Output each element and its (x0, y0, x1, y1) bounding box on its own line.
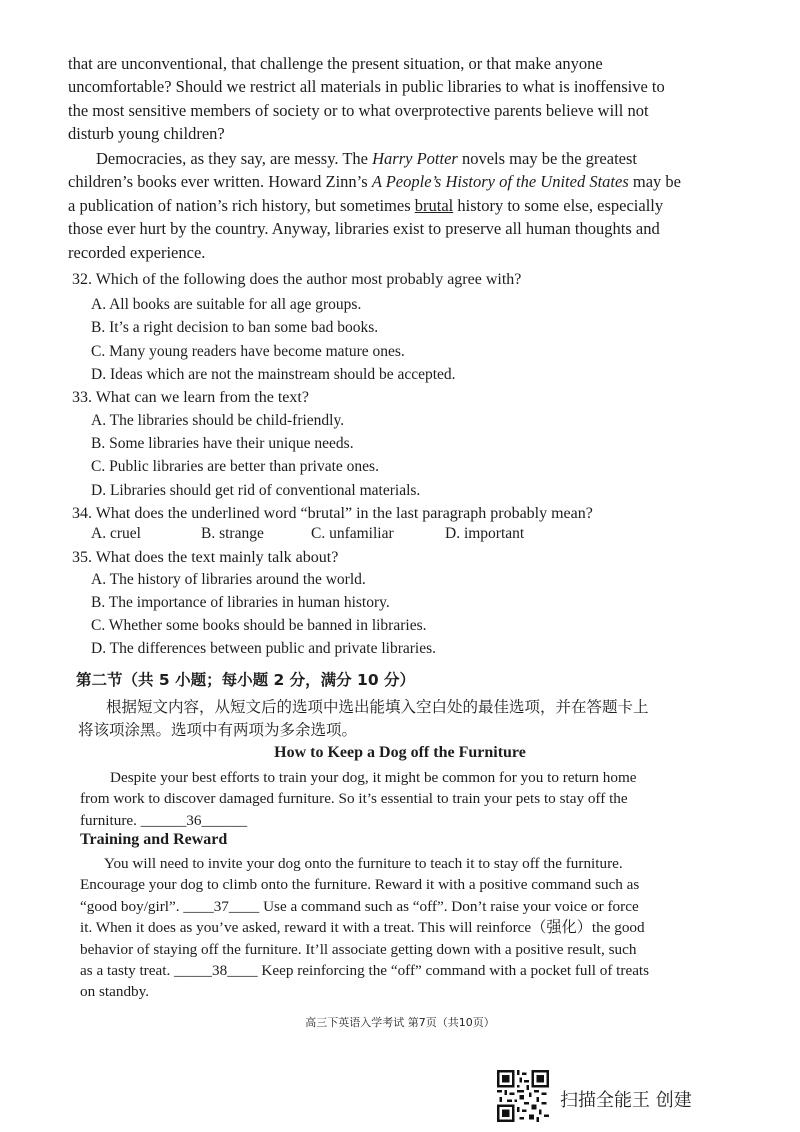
question-32-option-b: B. It’s a right decision to ban some bad books. (91, 319, 379, 336)
blank-38-line: as a tasty treat. _____38____ Keep reinforcing the “off” command with a pocket full of treats (80, 962, 650, 980)
text-line: uncomfortable? Should we restrict all materials in public libraries to what is inoffensive to (68, 77, 665, 97)
scanner-watermark: 扫描全能王 创建 (560, 1090, 692, 1111)
text-line: behavior of staying off the furniture. It’ll associate getting down with a positive result, such (80, 940, 637, 958)
text-line: that are unconventional, that challenge the present situation, or that make anyone (68, 54, 603, 73)
question-34-option-d: D. important (445, 525, 525, 542)
text-line: disturb young children? (68, 124, 225, 144)
article-subheading: Training and Reward (80, 831, 228, 848)
question-33-option-b: B. Some libraries have their unique needs. (91, 435, 354, 452)
text-line: You will need to invite your dog onto the furniture to teach it to stay off the furniture. (104, 855, 623, 872)
question-33-stem: 33. What can we learn from the text? (72, 389, 309, 406)
text-line: on standby. (80, 983, 150, 1001)
question-34-options (91, 525, 524, 543)
text-line: those ever hurt by the country. Anyway, libraries exist to preserve all human thoughts and (68, 219, 660, 239)
page-footer: 高三下英语入学考试 第7页（共10页） (305, 1016, 495, 1029)
section-2-heading: 第二节（共 5 小题；每小题 2 分，满分 10 分） (76, 671, 416, 689)
book-title-peoples-history: A People’s History of the United States (371, 172, 629, 192)
text-line: from work to discover damaged furniture. So it’s essential to train your pets to stay off the (80, 790, 628, 808)
section-2-instruction-line-1: 根据短文内容，从短文后的选项中选出能填入空白处的最佳选项，并在答题卡上 (106, 698, 649, 716)
article-title: How to Keep a Dog off the Furniture (274, 744, 526, 761)
text-line: it. When it does as you’ve asked, reward it with a treat. This will reinforce（强化）the good (80, 919, 645, 937)
section-2-instruction-line-2: 将该项涂黑。选项中有两项为多余选项。 (78, 721, 358, 739)
text-line: a publication of nation’s rich history, but sometimes brutal history to some else, especially (68, 195, 664, 215)
blank-37-line: “good boy/girl”. ____37____ Use a command such as “off”. Don’t raise your voice or force (80, 897, 639, 915)
question-35-option-d: D. The differences between public and private libraries. (91, 640, 437, 657)
blank-36-line: furniture. ______36______ (80, 811, 248, 829)
qr-code-icon (497, 1070, 549, 1122)
text-line: the most sensitive members of society or to what overprotective parents believe will not (68, 100, 649, 120)
text-line: Encourage your dog to climb onto the furniture. Reward it with a positive command such as (80, 876, 640, 894)
question-35-stem: 35. What does the text mainly talk about? (72, 549, 339, 566)
question-33-option-d: D. Libraries should get rid of conventional materials. (91, 482, 421, 499)
question-35-option-a: A. The history of libraries around the world. (91, 571, 366, 588)
question-35-option-b: B. The importance of libraries in human history. (91, 594, 390, 611)
text-line: children’s books ever written. Howard Zinn’s A People’s History of the United States may be (68, 172, 681, 192)
question-32-option-d: D. Ideas which are not the mainstream should be accepted. (91, 366, 456, 383)
underlined-word-brutal: brutal (414, 195, 454, 215)
question-34-stem: 34. What does the underlined word “brutal” in the last paragraph probably mean? (72, 505, 593, 522)
question-34-option-a: A. cruel (91, 525, 141, 542)
question-34-option-b: B. strange (201, 525, 264, 542)
text-line: Despite your best efforts to train your dog, it might be common for you to return home (110, 769, 637, 786)
question-33-option-a: A. The libraries should be child-friendly. (91, 412, 345, 429)
article-paragraph-2 (80, 853, 720, 1003)
passage-paragraph-1 (68, 52, 732, 146)
book-title-harry-potter: Harry Potter (372, 149, 458, 168)
question-33-option-c: C. Public libraries are better than private ones. (91, 458, 379, 475)
question-32-option-a: A. All books are suitable for all age groups. (91, 296, 362, 313)
text-line: recorded experience. (68, 242, 206, 262)
question-34-option-c: C. unfamiliar (311, 525, 394, 542)
question-32-option-c: C. Many young readers have become mature ones. (91, 343, 405, 360)
text-line: Democracies, as they say, are messy. The Harry Potter novels may be the greatest (96, 149, 637, 168)
question-32-stem: 32. Which of the following does the author most probably agree with? (72, 271, 522, 288)
passage-paragraph-2 (68, 147, 732, 264)
article-paragraph-1 (80, 767, 720, 831)
question-35-option-c: C. Whether some books should be banned in libraries. (91, 617, 427, 634)
